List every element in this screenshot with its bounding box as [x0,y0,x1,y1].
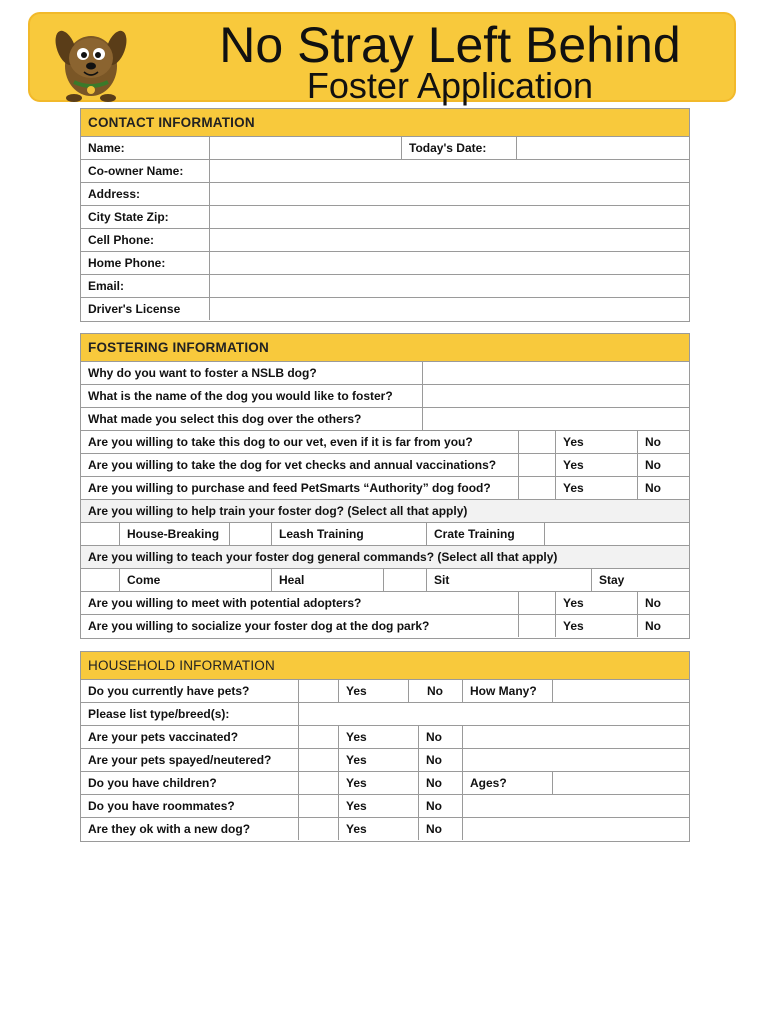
row-license [81,298,689,321]
breed-field[interactable] [298,703,689,725]
house-breaking-box[interactable] [81,523,119,545]
fostering-section [80,333,690,639]
cell-phone-label: Cell Phone: [88,233,155,247]
park-yes-label: Yes [555,615,637,637]
name-label: Name: [88,141,125,155]
dog-name-field[interactable] [422,385,689,407]
pets-label: Do you currently have pets? [88,684,250,698]
how-many-field[interactable] [552,680,689,702]
vaccinated-yes-box[interactable] [298,726,338,748]
row-checks [81,454,689,477]
row-vet [81,431,689,454]
fostering-heading: FOSTERING INFORMATION [81,334,689,362]
row-home [81,252,689,275]
row-commands [81,546,689,569]
co-owner-field[interactable] [209,160,689,182]
row-select [81,408,689,431]
sit-label: Sit [426,569,591,591]
pets-no-label: No [427,684,443,698]
row-train [81,500,689,523]
drivers-license-field[interactable] [209,298,689,320]
checks-no-label: No [637,454,689,476]
new-dog-label: Are they ok with a new dog? [88,822,251,836]
todays-date-label: Today's Date: [401,137,516,159]
vet-label: Are you willing to take this dog to our vet, even if it is far from you? [88,435,473,449]
roommates-no-label: No [418,795,462,817]
co-owner-label: Co-owner Name: [88,164,184,178]
new-dog-yes-box[interactable] [298,818,338,840]
row-city [81,206,689,229]
contact-heading: CONTACT INFORMATION [81,109,689,137]
row-dog-name [81,385,689,408]
checks-yes-box[interactable] [518,454,555,476]
roommates-yes-label: Yes [338,795,418,817]
crate-training-box[interactable] [544,523,689,545]
vaccinated-no-label: No [418,726,462,748]
row-why [81,362,689,385]
train-label: Are you willing to help train your foster dog? (Select all that apply) [88,504,468,518]
city-state-zip-field[interactable] [209,206,689,228]
vaccinated-yes-label: Yes [338,726,418,748]
new-dog-no-label: No [418,818,462,840]
vet-yes-label: Yes [555,431,637,453]
checks-label: Are you willing to take the dog for vet checks and annual vaccinations? [88,458,497,472]
come-label: Come [119,569,271,591]
address-label: Address: [88,187,141,201]
park-no-label: No [637,615,689,637]
spayed-yes-label: Yes [338,749,418,771]
household-section [80,651,690,842]
adopters-label: Are you willing to meet with potential adopters? [88,596,362,610]
spayed-no-label: No [418,749,462,771]
row-name [81,137,689,160]
house-breaking-label: House-Breaking [119,523,229,545]
why-label: Why do you want to foster a NSLB dog? [88,366,317,380]
email-field[interactable] [209,275,689,297]
page-subtitle: Foster Application [306,65,594,106]
row-email [81,275,689,298]
vaccinated-notes-field[interactable] [462,726,689,748]
home-phone-field[interactable] [209,252,689,274]
food-yes-label: Yes [555,477,637,499]
pets-no-box[interactable] [408,680,420,702]
vet-no-label: No [637,431,689,453]
row-command-options [81,569,689,592]
row-spayed [81,749,689,772]
select-reason-label: What made you select this dog over the others? [88,412,362,426]
commands-label: Are you willing to teach your foster dog general commands? (Select all that apply) [88,550,558,564]
header-banner [28,12,736,106]
row-roommates [81,795,689,818]
home-phone-label: Home Phone: [88,256,166,270]
breed-label: Please list type/breed(s): [88,707,230,721]
why-field[interactable] [422,362,689,384]
park-label: Are you willing to socialize your foster dog at the dog park? [88,619,430,633]
stay-label: Stay [591,569,689,591]
spayed-yes-box[interactable] [298,749,338,771]
adopters-no-label: No [637,592,689,614]
ages-label: Ages? [462,772,552,794]
address-field[interactable] [209,183,689,205]
crate-training-label: Crate Training [426,523,544,545]
row-breed [81,703,689,726]
leash-training-label: Leash Training [271,523,426,545]
ages-field[interactable] [552,772,689,794]
vaccinated-label: Are your pets vaccinated? [88,730,239,744]
adopters-yes-box[interactable] [518,592,555,614]
row-food [81,477,689,500]
roommates-yes-box[interactable] [298,795,338,817]
dog-name-label: What is the name of the dog you would like to foster? [88,389,393,403]
spayed-notes-field[interactable] [462,749,689,771]
household-heading: HOUSEHOLD INFORMATION [81,652,689,680]
row-vaccinated [81,726,689,749]
new-dog-yes-label: Yes [338,818,418,840]
row-cell [81,229,689,252]
row-newdog [81,818,689,841]
contact-section [80,108,690,322]
come-box[interactable] [81,569,119,591]
select-reason-field[interactable] [422,408,689,430]
row-co-owner [81,160,689,183]
pets-yes-label: Yes [338,680,408,702]
adopters-yes-label: Yes [555,592,637,614]
row-children [81,772,689,795]
children-no-label: No [418,772,462,794]
food-yes-box[interactable] [518,477,555,499]
page-title: No Stray Left Behind [219,17,681,73]
row-pets [81,680,689,703]
pets-yes-box[interactable] [298,680,338,702]
leash-training-box[interactable] [229,523,271,545]
food-label: Are you willing to purchase and feed PetSmarts “Authority” dog food? [88,481,491,495]
park-yes-box[interactable] [518,615,555,637]
food-no-label: No [637,477,689,499]
roommates-notes-field[interactable] [462,795,689,817]
dog-face-icon [52,18,130,102]
cell-phone-field[interactable] [209,229,689,251]
row-train-options [81,523,689,546]
row-address [81,183,689,206]
name-field[interactable] [209,137,401,159]
how-many-label: How Many? [462,680,552,702]
new-dog-notes-field[interactable] [462,818,689,840]
checks-yes-label: Yes [555,454,637,476]
children-yes-label: Yes [338,772,418,794]
drivers-license-label: Driver's License [88,302,181,316]
row-park [81,615,689,638]
row-adopters [81,592,689,615]
children-yes-box[interactable] [298,772,338,794]
heal-box[interactable] [383,569,426,591]
children-label: Do you have children? [88,776,217,790]
email-label: Email: [88,279,125,293]
heal-label: Heal [271,569,383,591]
vet-yes-box[interactable] [518,431,555,453]
todays-date-field[interactable] [516,137,689,159]
spayed-label: Are your pets spayed/neutered? [88,753,272,767]
city-state-zip-label: City State Zip: [88,210,169,224]
roommates-label: Do you have roommates? [88,799,235,813]
